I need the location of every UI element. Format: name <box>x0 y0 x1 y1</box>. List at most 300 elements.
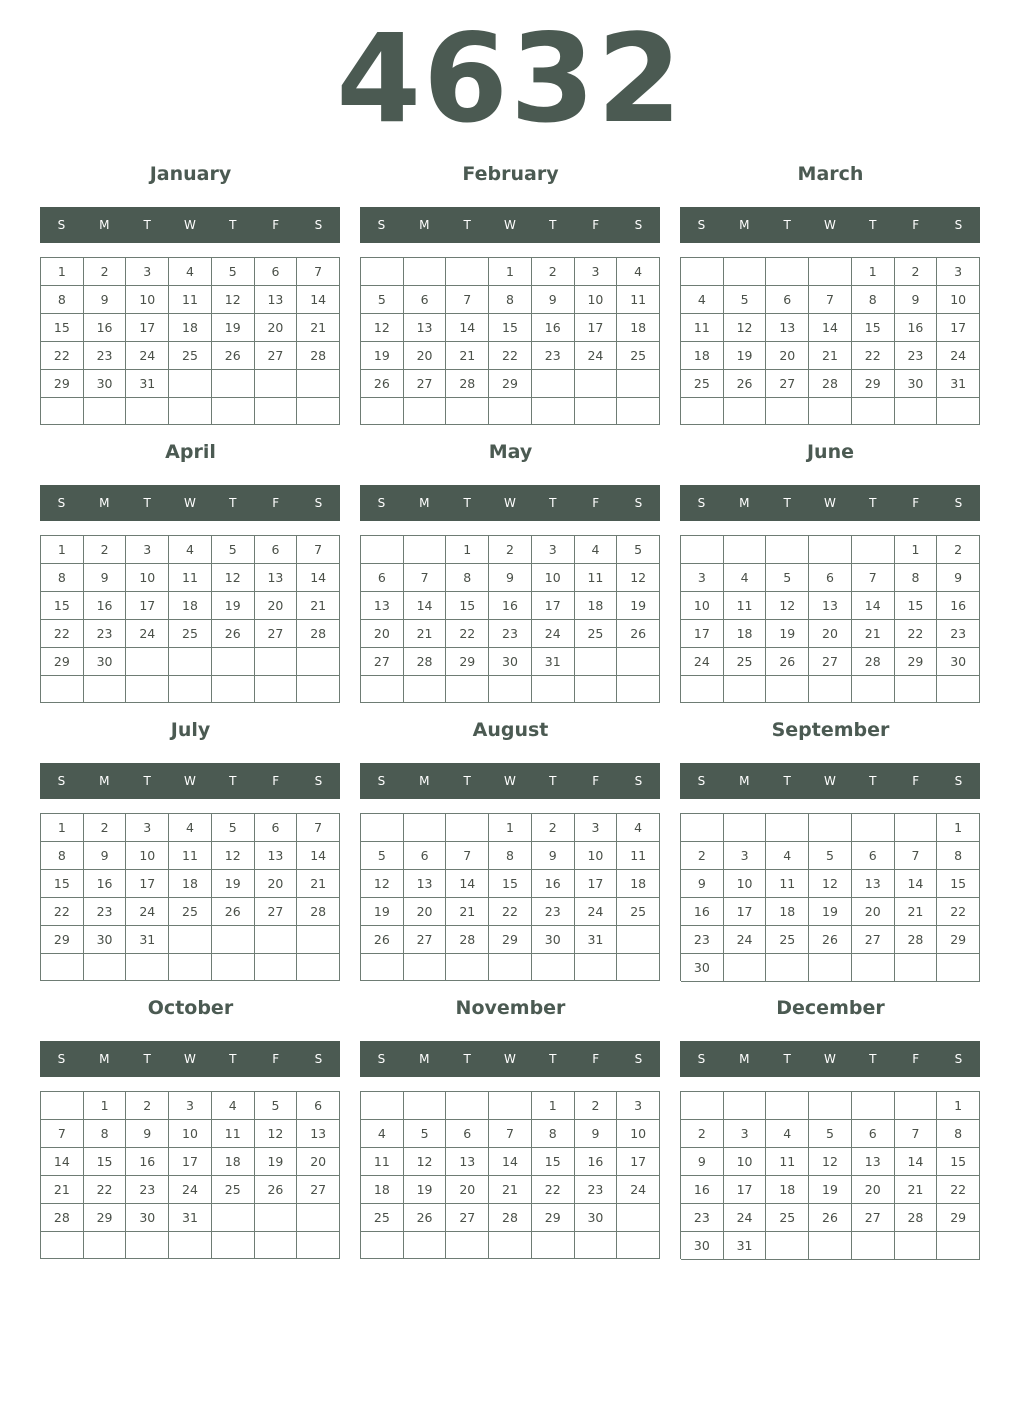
day-cell: 5 <box>404 1120 447 1148</box>
day-cell: 15 <box>937 870 980 898</box>
day-cell: 24 <box>126 898 169 926</box>
day-cell: 1 <box>895 536 938 564</box>
day-cell: 21 <box>809 342 852 370</box>
day-cell: 6 <box>404 842 447 870</box>
day-cell: 27 <box>852 1204 895 1232</box>
day-cell: 20 <box>852 1176 895 1204</box>
day-cell: 11 <box>617 286 660 314</box>
day-cell: 15 <box>446 592 489 620</box>
day-cell: 24 <box>532 620 575 648</box>
day-cell: 30 <box>126 1204 169 1232</box>
weekday-label: S <box>954 774 963 788</box>
empty-cell <box>766 954 809 982</box>
weekday-header <box>40 1041 340 1077</box>
empty-cell <box>895 398 938 425</box>
weekday-label: W <box>184 1052 196 1066</box>
empty-cell <box>126 1232 169 1259</box>
day-cell: 6 <box>297 1092 340 1120</box>
day-cell: 6 <box>852 842 895 870</box>
day-cell: 19 <box>766 620 809 648</box>
empty-cell <box>297 648 340 676</box>
day-cell: 11 <box>724 592 767 620</box>
empty-cell <box>84 676 127 703</box>
day-cell: 8 <box>84 1120 127 1148</box>
empty-cell <box>404 954 447 981</box>
day-cell: 18 <box>169 314 212 342</box>
day-cell: 29 <box>41 926 84 954</box>
day-cell: 30 <box>84 926 127 954</box>
day-cell: 10 <box>532 564 575 592</box>
weekday-label: S <box>697 1052 706 1066</box>
day-cell: 29 <box>489 370 532 398</box>
day-cell: 17 <box>681 620 724 648</box>
day-cell: 18 <box>724 620 767 648</box>
day-cell: 28 <box>852 648 895 676</box>
day-cell: 15 <box>489 870 532 898</box>
day-cell: 7 <box>895 1120 938 1148</box>
day-cell: 22 <box>446 620 489 648</box>
day-cell: 29 <box>532 1204 575 1232</box>
empty-cell <box>446 954 489 981</box>
day-cell: 27 <box>404 370 447 398</box>
empty-cell <box>361 258 404 286</box>
day-cell: 29 <box>937 926 980 954</box>
day-cell: 11 <box>169 564 212 592</box>
day-cell: 2 <box>84 536 127 564</box>
day-cell: 10 <box>126 564 169 592</box>
day-cell: 17 <box>575 314 618 342</box>
day-cell: 16 <box>84 314 127 342</box>
day-cell: 22 <box>84 1176 127 1204</box>
day-cell: 28 <box>297 898 340 926</box>
empty-cell <box>766 1232 809 1260</box>
empty-cell <box>255 954 298 981</box>
empty-cell <box>681 536 724 564</box>
day-cell: 9 <box>532 286 575 314</box>
day-cell: 22 <box>41 898 84 926</box>
day-cell: 25 <box>617 898 660 926</box>
month-name: November <box>455 997 566 1019</box>
weekday-label: T <box>463 218 471 232</box>
day-cell: 3 <box>681 564 724 592</box>
day-cell: 12 <box>212 286 255 314</box>
day-cell: 23 <box>681 1204 724 1232</box>
empty-cell <box>41 676 84 703</box>
day-cell: 5 <box>361 286 404 314</box>
day-cell: 19 <box>361 898 404 926</box>
day-cell: 21 <box>297 592 340 620</box>
day-cell: 3 <box>617 1092 660 1120</box>
day-cell: 18 <box>617 870 660 898</box>
day-cell: 21 <box>404 620 447 648</box>
day-cell: 12 <box>724 314 767 342</box>
day-cell: 15 <box>937 1148 980 1176</box>
day-cell: 6 <box>255 536 298 564</box>
day-cell: 20 <box>361 620 404 648</box>
day-cell: 26 <box>617 620 660 648</box>
day-cell: 16 <box>575 1148 618 1176</box>
empty-cell <box>84 954 127 981</box>
day-cell: 26 <box>212 898 255 926</box>
day-cell: 4 <box>617 814 660 842</box>
day-cell: 29 <box>852 370 895 398</box>
empty-cell <box>681 676 724 703</box>
day-cell: 10 <box>724 1148 767 1176</box>
weekday-label: T <box>869 496 877 510</box>
weekday-label: S <box>954 496 963 510</box>
day-cell: 3 <box>126 814 169 842</box>
weekday-label: M <box>739 774 750 788</box>
day-cell: 6 <box>809 564 852 592</box>
weekday-label: M <box>419 1052 430 1066</box>
empty-cell <box>724 954 767 982</box>
day-cell: 20 <box>297 1148 340 1176</box>
day-cell: 2 <box>937 536 980 564</box>
day-cell: 26 <box>361 926 404 954</box>
day-cell: 25 <box>169 898 212 926</box>
day-cell: 26 <box>255 1176 298 1204</box>
day-cell: 26 <box>361 370 404 398</box>
day-cell: 13 <box>297 1120 340 1148</box>
weekday-label: T <box>549 496 557 510</box>
empty-cell <box>446 1092 489 1120</box>
weekday-label: S <box>57 218 66 232</box>
day-cell: 30 <box>84 370 127 398</box>
day-cell: 15 <box>41 870 84 898</box>
empty-cell <box>446 398 489 425</box>
empty-cell <box>895 954 938 982</box>
day-cell: 8 <box>446 564 489 592</box>
weekday-label: M <box>739 496 750 510</box>
day-grid <box>680 813 980 981</box>
day-cell: 3 <box>532 536 575 564</box>
day-cell: 1 <box>489 814 532 842</box>
day-cell: 4 <box>169 258 212 286</box>
day-cell: 22 <box>41 620 84 648</box>
day-cell: 28 <box>446 926 489 954</box>
day-cell: 18 <box>575 592 618 620</box>
day-cell: 17 <box>724 1176 767 1204</box>
day-cell: 23 <box>84 620 127 648</box>
empty-cell <box>361 814 404 842</box>
empty-cell <box>809 1092 852 1120</box>
day-cell: 14 <box>852 592 895 620</box>
weekday-label: M <box>419 774 430 788</box>
day-cell: 13 <box>446 1148 489 1176</box>
day-cell: 29 <box>41 370 84 398</box>
day-cell: 10 <box>937 286 980 314</box>
day-cell: 23 <box>895 342 938 370</box>
empty-cell <box>852 814 895 842</box>
day-cell: 4 <box>361 1120 404 1148</box>
empty-cell <box>809 1232 852 1260</box>
day-cell: 11 <box>169 286 212 314</box>
day-cell: 1 <box>41 814 84 842</box>
day-cell: 16 <box>895 314 938 342</box>
day-cell: 25 <box>169 342 212 370</box>
day-cell: 14 <box>41 1148 84 1176</box>
day-cell: 30 <box>84 648 127 676</box>
day-cell: 3 <box>724 1120 767 1148</box>
empty-cell <box>617 926 660 954</box>
month-name: February <box>462 163 559 185</box>
empty-cell <box>937 1232 980 1260</box>
empty-cell <box>809 954 852 982</box>
empty-cell <box>895 1092 938 1120</box>
day-cell: 5 <box>617 536 660 564</box>
day-cell: 2 <box>532 258 575 286</box>
day-cell: 9 <box>126 1120 169 1148</box>
weekday-label: W <box>184 496 196 510</box>
day-cell: 31 <box>724 1232 767 1260</box>
day-grid <box>680 1091 980 1259</box>
day-cell: 15 <box>84 1148 127 1176</box>
day-cell: 1 <box>41 258 84 286</box>
day-grid <box>360 813 660 981</box>
day-cell: 24 <box>724 926 767 954</box>
weekday-label: S <box>377 496 386 510</box>
empty-cell <box>446 1232 489 1259</box>
empty-cell <box>617 954 660 981</box>
day-cell: 6 <box>404 286 447 314</box>
day-cell: 21 <box>446 898 489 926</box>
weekday-label: S <box>697 774 706 788</box>
day-cell: 10 <box>169 1120 212 1148</box>
day-cell: 10 <box>575 286 618 314</box>
weekday-label: T <box>143 218 151 232</box>
day-cell: 10 <box>681 592 724 620</box>
weekday-label: F <box>592 496 600 510</box>
day-cell: 13 <box>852 870 895 898</box>
day-cell: 27 <box>809 648 852 676</box>
day-cell: 28 <box>809 370 852 398</box>
day-cell: 16 <box>681 1176 724 1204</box>
day-cell: 26 <box>766 648 809 676</box>
weekday-label: F <box>592 774 600 788</box>
weekday-label: S <box>697 496 706 510</box>
weekday-label: F <box>592 218 600 232</box>
day-cell: 18 <box>169 592 212 620</box>
empty-cell <box>617 1232 660 1259</box>
day-cell: 15 <box>895 592 938 620</box>
day-cell: 28 <box>489 1204 532 1232</box>
empty-cell <box>446 258 489 286</box>
day-cell: 25 <box>617 342 660 370</box>
weekday-label: S <box>57 496 66 510</box>
weekday-label: S <box>314 218 323 232</box>
weekday-label: F <box>912 1052 920 1066</box>
day-cell: 18 <box>681 342 724 370</box>
day-cell: 25 <box>575 620 618 648</box>
day-cell: 12 <box>255 1120 298 1148</box>
weekday-header <box>360 485 660 521</box>
day-cell: 12 <box>809 1148 852 1176</box>
day-cell: 30 <box>532 926 575 954</box>
day-cell: 23 <box>126 1176 169 1204</box>
day-cell: 14 <box>297 842 340 870</box>
day-grid <box>680 257 980 425</box>
day-cell: 5 <box>361 842 404 870</box>
day-cell: 4 <box>575 536 618 564</box>
day-cell: 19 <box>212 314 255 342</box>
empty-cell <box>575 648 618 676</box>
weekday-label: W <box>824 218 836 232</box>
day-cell: 26 <box>809 1204 852 1232</box>
day-cell: 3 <box>169 1092 212 1120</box>
day-cell: 28 <box>895 926 938 954</box>
day-cell: 10 <box>126 842 169 870</box>
day-cell: 6 <box>255 258 298 286</box>
day-cell: 4 <box>169 814 212 842</box>
day-cell: 8 <box>937 1120 980 1148</box>
day-cell: 19 <box>212 592 255 620</box>
day-cell: 25 <box>212 1176 255 1204</box>
day-cell: 5 <box>212 536 255 564</box>
empty-cell <box>575 1232 618 1259</box>
empty-cell <box>169 648 212 676</box>
day-cell: 9 <box>681 870 724 898</box>
empty-cell <box>361 676 404 703</box>
weekday-label: T <box>783 496 791 510</box>
day-cell: 22 <box>489 898 532 926</box>
empty-cell <box>297 370 340 398</box>
empty-cell <box>617 676 660 703</box>
day-cell: 5 <box>809 842 852 870</box>
empty-cell <box>169 926 212 954</box>
weekday-label: T <box>783 774 791 788</box>
weekday-label: T <box>229 218 237 232</box>
day-cell: 15 <box>532 1148 575 1176</box>
day-cell: 9 <box>575 1120 618 1148</box>
weekday-label: T <box>143 496 151 510</box>
day-cell: 25 <box>169 620 212 648</box>
weekday-label: S <box>634 496 643 510</box>
day-cell: 9 <box>84 286 127 314</box>
day-cell: 19 <box>212 870 255 898</box>
weekday-label: W <box>504 496 516 510</box>
empty-cell <box>489 954 532 981</box>
empty-cell <box>126 676 169 703</box>
day-cell: 30 <box>937 648 980 676</box>
weekday-label: W <box>824 774 836 788</box>
weekday-label: S <box>697 218 706 232</box>
day-cell: 19 <box>361 342 404 370</box>
weekday-label: M <box>419 218 430 232</box>
empty-cell <box>766 814 809 842</box>
day-cell: 5 <box>212 814 255 842</box>
empty-cell <box>489 676 532 703</box>
day-cell: 11 <box>681 314 724 342</box>
empty-cell <box>361 954 404 981</box>
weekday-label: S <box>314 1052 323 1066</box>
month-name: May <box>488 441 533 463</box>
empty-cell <box>297 676 340 703</box>
day-cell: 23 <box>532 898 575 926</box>
empty-cell <box>297 398 340 425</box>
day-cell: 16 <box>532 870 575 898</box>
day-cell: 30 <box>489 648 532 676</box>
day-cell: 16 <box>126 1148 169 1176</box>
day-cell: 29 <box>895 648 938 676</box>
weekday-header <box>360 763 660 799</box>
empty-cell <box>937 398 980 425</box>
month-name: September <box>771 719 890 741</box>
day-cell: 24 <box>126 342 169 370</box>
weekday-label: T <box>549 218 557 232</box>
day-cell: 27 <box>852 926 895 954</box>
empty-cell <box>895 676 938 703</box>
day-cell: 17 <box>126 314 169 342</box>
day-cell: 21 <box>895 898 938 926</box>
day-cell: 6 <box>446 1120 489 1148</box>
day-cell: 21 <box>446 342 489 370</box>
day-grid <box>360 1091 660 1259</box>
weekday-label: T <box>229 1052 237 1066</box>
empty-cell <box>617 648 660 676</box>
day-cell: 15 <box>41 314 84 342</box>
weekday-label: W <box>504 774 516 788</box>
day-cell: 11 <box>212 1120 255 1148</box>
empty-cell <box>255 370 298 398</box>
weekday-label: M <box>99 218 110 232</box>
empty-cell <box>297 1204 340 1232</box>
day-cell: 7 <box>809 286 852 314</box>
day-cell: 4 <box>724 564 767 592</box>
day-cell: 2 <box>532 814 575 842</box>
day-cell: 7 <box>852 564 895 592</box>
empty-cell <box>297 1232 340 1259</box>
empty-cell <box>169 954 212 981</box>
day-grid <box>40 535 340 703</box>
day-cell: 1 <box>937 814 980 842</box>
day-cell: 19 <box>809 898 852 926</box>
day-cell: 1 <box>532 1092 575 1120</box>
empty-cell <box>169 676 212 703</box>
day-cell: 11 <box>766 870 809 898</box>
day-cell: 27 <box>446 1204 489 1232</box>
empty-cell <box>532 1232 575 1259</box>
weekday-label: T <box>549 774 557 788</box>
day-grid <box>40 1091 340 1259</box>
day-cell: 20 <box>809 620 852 648</box>
weekday-label: F <box>912 218 920 232</box>
day-cell: 4 <box>766 1120 809 1148</box>
month-name: March <box>797 163 864 185</box>
empty-cell <box>766 398 809 425</box>
day-cell: 12 <box>212 842 255 870</box>
day-cell: 11 <box>617 842 660 870</box>
day-cell: 30 <box>895 370 938 398</box>
day-cell: 6 <box>852 1120 895 1148</box>
weekday-label: T <box>783 218 791 232</box>
weekday-label: M <box>739 1052 750 1066</box>
weekday-label: F <box>272 218 280 232</box>
day-cell: 7 <box>895 842 938 870</box>
empty-cell <box>617 1204 660 1232</box>
day-cell: 17 <box>169 1148 212 1176</box>
day-cell: 17 <box>937 314 980 342</box>
empty-cell <box>41 954 84 981</box>
empty-cell <box>532 398 575 425</box>
empty-cell <box>809 536 852 564</box>
day-cell: 25 <box>766 1204 809 1232</box>
empty-cell <box>446 676 489 703</box>
day-cell: 17 <box>575 870 618 898</box>
empty-cell <box>169 370 212 398</box>
empty-cell <box>41 398 84 425</box>
day-cell: 21 <box>41 1176 84 1204</box>
empty-cell <box>126 398 169 425</box>
